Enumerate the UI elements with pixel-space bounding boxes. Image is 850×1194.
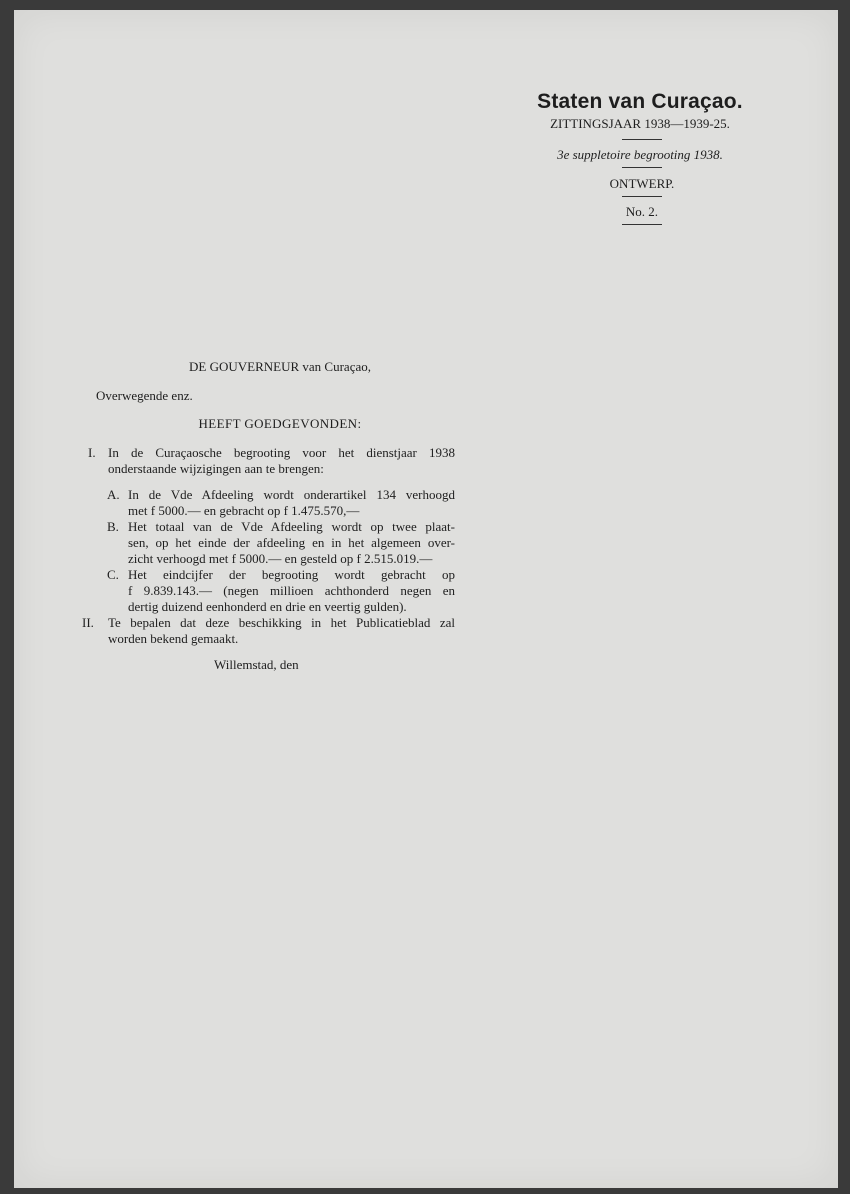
session-year: ZITTINGSJAAR 1938—1939-25. — [550, 116, 730, 131]
draft-label: ONTWERP. — [609, 176, 675, 191]
item-c-line: dertig duizend eenhonderd en drie en veertig gulden). — [128, 599, 407, 614]
item-c-line: Het eindcijfer der begrooting wordt gebracht op — [128, 567, 455, 582]
divider — [622, 196, 662, 197]
article-1-line: In de Curaçaosche begrooting voor het dienstjaar 1938 — [108, 445, 455, 460]
place-date-line: Willemstad, den — [214, 657, 299, 672]
divider — [622, 167, 662, 168]
document-number: No. 2. — [625, 204, 659, 219]
article-2-number: II. — [82, 615, 94, 630]
item-a-line: met f 5000.— en gebracht op f 1.475.570,— — [128, 503, 360, 518]
article-2-line: worden bekend gemaakt. — [108, 631, 239, 646]
item-a-line: In de Vde Afdeeling wordt onderartikel 134 verhoogd — [128, 487, 455, 502]
divider — [622, 139, 662, 140]
item-b-letter: B. — [107, 519, 119, 534]
article-1-number: I. — [88, 445, 96, 460]
item-b-line: zicht verhoogd met f 5000.— en gesteld op f 2.515.019.— — [128, 551, 433, 566]
item-b-line: Het totaal van de Vde Afdeeling wordt op twee plaat- — [128, 519, 455, 534]
article-2-line: Te bepalen dat deze beschikking in het Publicatieblad zal — [108, 615, 455, 630]
divider — [622, 224, 662, 225]
item-c-line: f 9.839.143.— (negen millioen achthonderd negen en — [128, 583, 455, 598]
item-b-line: sen, op het einde der afdeeling en in het algemeen over- — [128, 535, 455, 550]
item-c-letter: C. — [107, 567, 119, 582]
supplement-line: 3e suppletoire begrooting 1938. — [557, 147, 723, 162]
item-a-letter: A. — [107, 487, 120, 502]
resolved-heading: HEEFT GOEDGEVONDEN: — [198, 416, 362, 431]
article-1-line: onderstaande wijzigingen aan te brengen: — [108, 461, 324, 476]
considering-line: Overwegende enz. — [96, 388, 193, 403]
governor-heading: DE GOUVERNEUR van Curaçao, — [189, 359, 371, 374]
document-title: Staten van Curaçao. — [537, 90, 743, 113]
